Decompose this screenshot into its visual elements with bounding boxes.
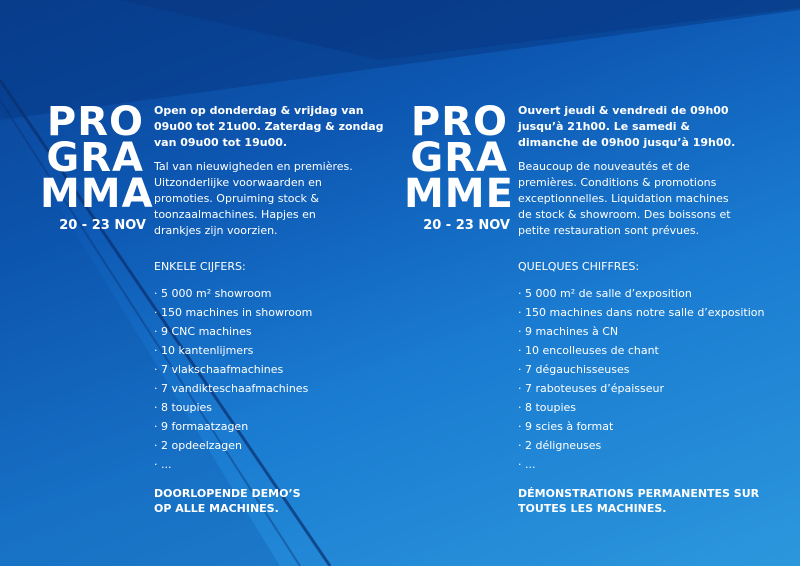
nl-program-title <box>40 99 154 217</box>
list-item: · 150 machines in showroom <box>154 306 313 319</box>
list-item: · 10 kantenlijmers <box>154 344 254 357</box>
nl-opening-hours <box>154 103 384 151</box>
fr-intro-line: dimanche de 09h00 jusqu’à 19h00. <box>518 136 736 149</box>
list-item: · 2 opdeelzagen <box>154 439 243 452</box>
fr-facts-list <box>518 284 764 474</box>
list-item: · ... <box>518 458 536 471</box>
nl-intro-line: 09u00 tot 21u00. Zaterdag & zondag <box>154 120 384 133</box>
fr-intro-line: jusqu’à 21h00. Le samedi & <box>518 120 690 133</box>
fr-closing-line: DÉMONSTRATIONS PERMANENTES SUR <box>518 487 760 500</box>
fr-closing-line: TOUTES LES MACHINES. <box>518 502 667 515</box>
nl-desc-line: drankjes zijn voorzien. <box>154 224 278 237</box>
fr-desc-line: premières. Conditions & promotions <box>518 176 717 189</box>
fr-dates: 20 - 23 NOV <box>423 218 510 233</box>
nl-intro-line: van 09u00 tot 19u00. <box>154 136 288 149</box>
list-item: · 7 raboteuses d’épaisseur <box>518 382 664 395</box>
list-item: · 7 vandikteschaafmachines <box>154 382 309 395</box>
nl-facts-heading: ENKELE CIJFERS: <box>154 260 246 273</box>
nl-desc-line: Tal van nieuwigheden en premières. <box>154 160 353 173</box>
nl-description <box>154 159 353 239</box>
list-item: · 9 formaatzagen <box>154 420 249 433</box>
nl-closing-note <box>154 486 301 516</box>
nl-facts-list <box>154 284 312 474</box>
list-item: · 7 dégauchisseuses <box>518 363 630 376</box>
fr-desc-line: Beaucoup de nouveautés et de <box>518 160 690 173</box>
list-item: · 8 toupies <box>154 401 213 414</box>
nl-closing-line: DOORLOPENDE DEMO’S <box>154 487 301 500</box>
fr-closing-note <box>518 486 759 516</box>
nl-desc-line: Uitzonderlijke voorwaarden en <box>154 176 322 189</box>
list-item: · 5 000 m² de salle d’exposition <box>518 287 692 300</box>
list-item: · 10 encolleuses de chant <box>518 344 659 357</box>
list-item: · 7 vlakschaafmachines <box>154 363 284 376</box>
fr-description <box>518 159 731 239</box>
list-item: · 5 000 m² showroom <box>154 287 272 300</box>
nl-closing-line: OP ALLE MACHINES. <box>154 502 279 515</box>
nl-dates: 20 - 23 NOV <box>59 218 146 233</box>
nl-desc-line: promoties. Opruiming stock & <box>154 192 319 205</box>
fr-intro-line: Ouvert jeudi & vendredi de 09h00 <box>518 104 729 117</box>
fr-title-line: GRA <box>410 135 508 181</box>
nl-intro-line: Open op donderdag & vrijdag van <box>154 104 364 117</box>
list-item: · 8 toupies <box>518 401 577 414</box>
list-item: · ... <box>154 458 172 471</box>
list-item: · 9 CNC machines <box>154 325 252 338</box>
nl-title-line: GRA <box>46 135 144 181</box>
fr-program-title <box>404 99 514 217</box>
fr-desc-line: petite restauration sont prévues. <box>518 224 700 237</box>
list-item: · 9 scies à format <box>518 420 614 433</box>
fr-title-line: PRO <box>410 99 508 145</box>
fr-opening-hours <box>518 103 735 151</box>
fr-desc-line: de stock & showroom. Des boissons et <box>518 208 731 221</box>
nl-desc-line: toonzaalmachines. Hapjes en <box>154 208 316 221</box>
fr-desc-line: exceptionnelles. Liquidation machines <box>518 192 729 205</box>
fr-facts-heading: QUELQUES CHIFFRES: <box>518 260 640 273</box>
list-item: · 2 déligneuses <box>518 439 602 452</box>
nl-title-line: PRO <box>46 99 144 145</box>
list-item: · 9 machines à CN <box>518 325 619 338</box>
nl-title-line: MMA <box>40 171 154 217</box>
fr-title-line: MME <box>404 171 514 217</box>
list-item: · 150 machines dans notre salle d’exposition <box>518 306 765 319</box>
